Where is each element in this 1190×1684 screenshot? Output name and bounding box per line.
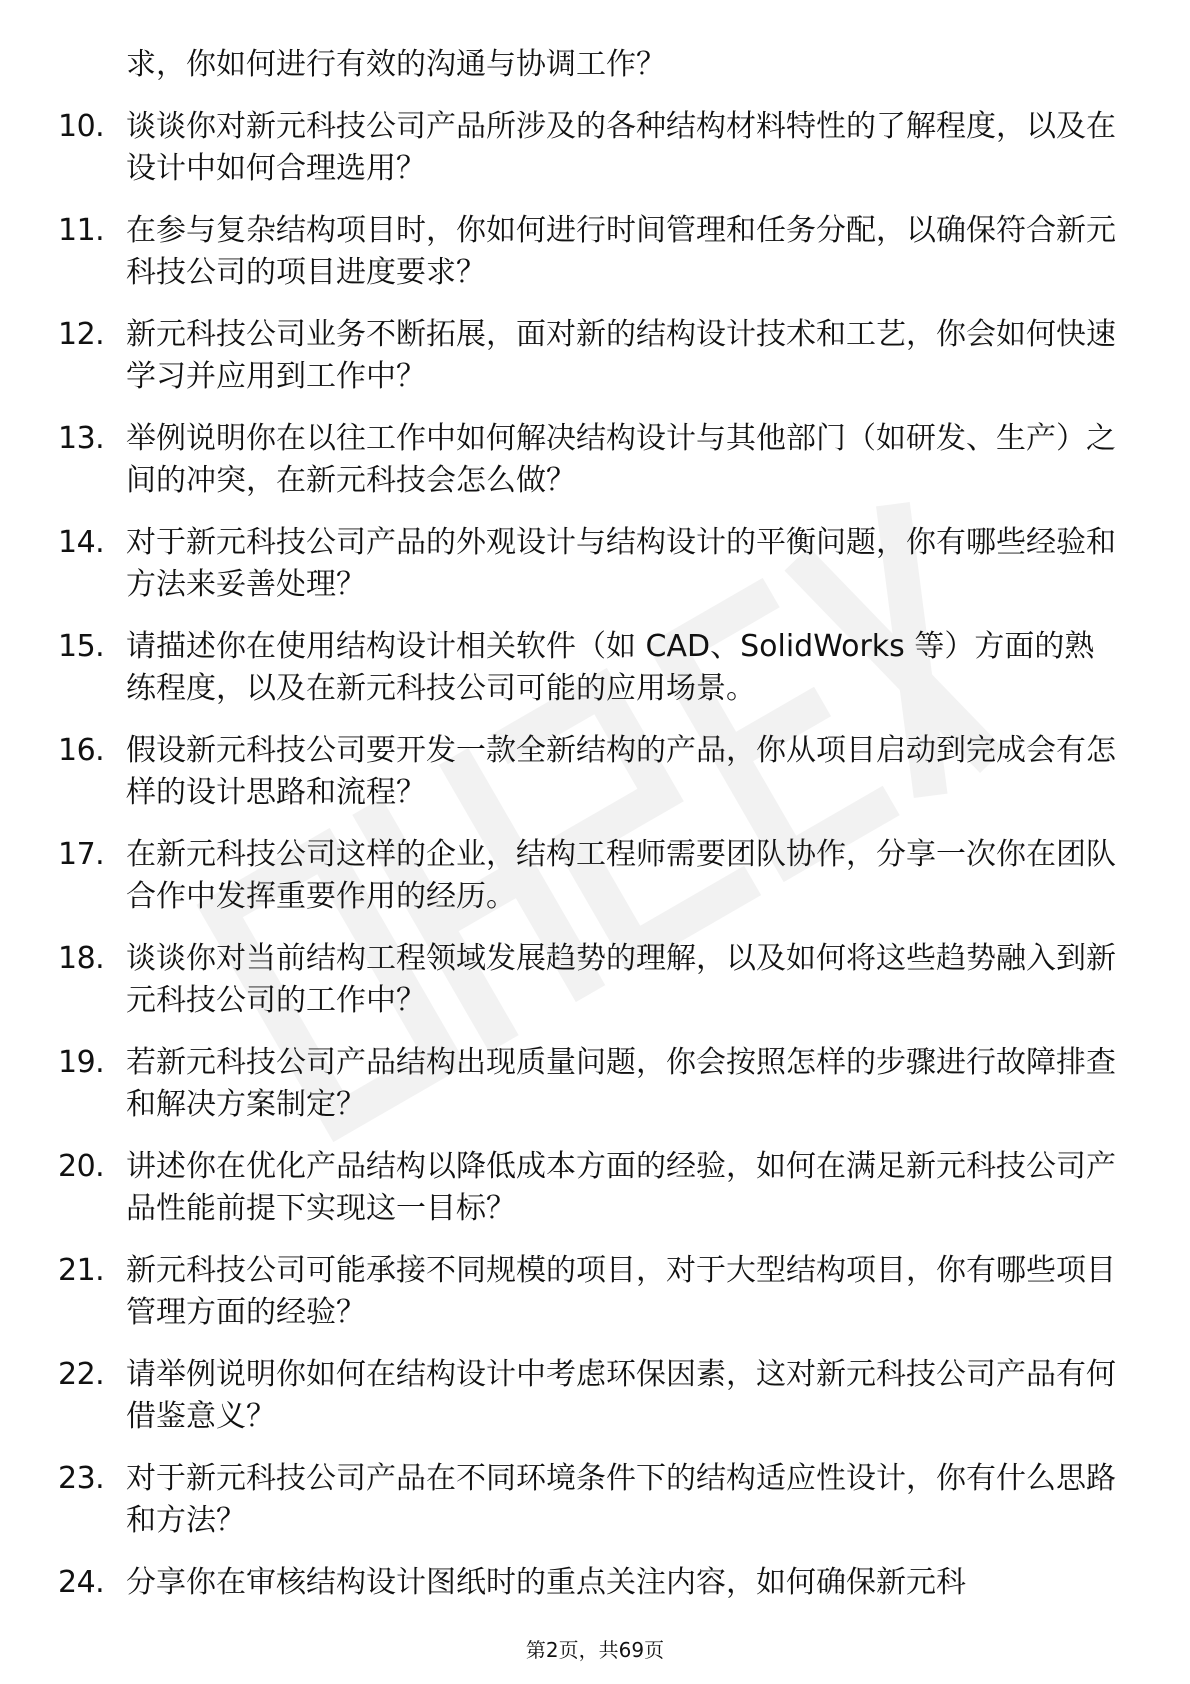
question-text: 谈谈你对当前结构工程领域发展趋势的理解，以及如何将这些趋势融入到新元科技公司的工作中？ [126,941,1116,1018]
question-item [58,1042,1118,1126]
question-text: 谈谈你对新元科技公司产品所涉及的各种结构材料特性的了解程度，以及在设计中如何合理选用？ [126,109,1116,186]
question-number: 13. [58,421,105,456]
question-text: 请举例说明你如何在结构设计中考虑环保因素，这对新元科技公司产品有何借鉴意义？ [126,1357,1116,1434]
question-item [58,626,1118,710]
question-number: 17. [58,837,105,872]
question-number: 15. [58,629,105,664]
question-item [58,1562,1118,1604]
question-list [58,44,1118,1624]
question-number: 14. [58,525,105,560]
question-item [58,522,1118,606]
question-item [58,44,1118,86]
question-number: 11. [58,213,105,248]
question-text: 在参与复杂结构项目时，你如何进行时间管理和任务分配，以确保符合新元科技公司的项目进度要求？ [126,213,1116,290]
question-text: 对于新元科技公司产品的外观设计与结构设计的平衡问题，你有哪些经验和方法来妥善处理？ [126,525,1116,602]
question-number: 21. [58,1253,105,1288]
question-text: 讲述你在优化产品结构以降低成本方面的经验，如何在满足新元科技公司产品性能前提下实现这一目标？ [126,1149,1116,1226]
question-item [58,730,1118,814]
question-item [58,1250,1118,1334]
question-item [58,106,1118,190]
question-number: 16. [58,733,105,768]
question-text: 假设新元科技公司要开发一款全新结构的产品，你从项目启动到完成会有怎样的设计思路和流程？ [126,733,1116,810]
question-text: 对于新元科技公司产品在不同环境条件下的结构适应性设计，你有什么思路和方法？ [126,1461,1116,1538]
question-number: 10. [58,109,105,144]
question-text: 请描述你在使用结构设计相关软件（如 CAD、SolidWorks 等）方面的熟练程度，以及在新元科技公司可能的应用场景。 [126,629,1095,706]
question-item [58,418,1118,502]
question-text: 分享你在审核结构设计图纸时的重点关注内容，如何确保新元科 [126,1565,966,1600]
question-text: 在新元科技公司这样的企业，结构工程师需要团队协作，分享一次你在团队合作中发挥重要作用的经历。 [126,837,1116,914]
question-item [58,938,1118,1022]
question-text: 新元科技公司可能承接不同规模的项目，对于大型结构项目，你有哪些项目管理方面的经验？ [126,1253,1116,1330]
question-text: 若新元科技公司产品结构出现质量问题，你会按照怎样的步骤进行故障排查和解决方案制定？ [126,1045,1116,1122]
question-item [58,1354,1118,1438]
question-number: 20. [58,1149,105,1184]
question-number: 12. [58,317,105,352]
question-number: 18. [58,941,105,976]
question-number: 19. [58,1045,105,1080]
question-item [58,834,1118,918]
question-text: 求，你如何进行有效的沟通与协调工作？ [126,47,666,82]
page-footer [0,1637,1190,1663]
page-number-label: 第2页，共69页 [525,1638,665,1662]
question-item [58,1146,1118,1230]
question-item [58,314,1118,398]
question-text: 新元科技公司业务不断拓展，面对新的结构设计技术和工艺，你会如何快速学习并应用到工作中？ [126,317,1116,394]
question-number: 24. [58,1565,105,1600]
question-number: 22. [58,1357,105,1392]
question-number: 23. [58,1461,105,1496]
question-text: 举例说明你在以往工作中如何解决结构设计与其他部门（如研发、生产）之间的冲突，在新元科技会怎么做？ [126,421,1116,498]
question-item [58,1458,1118,1542]
question-item [58,210,1118,294]
